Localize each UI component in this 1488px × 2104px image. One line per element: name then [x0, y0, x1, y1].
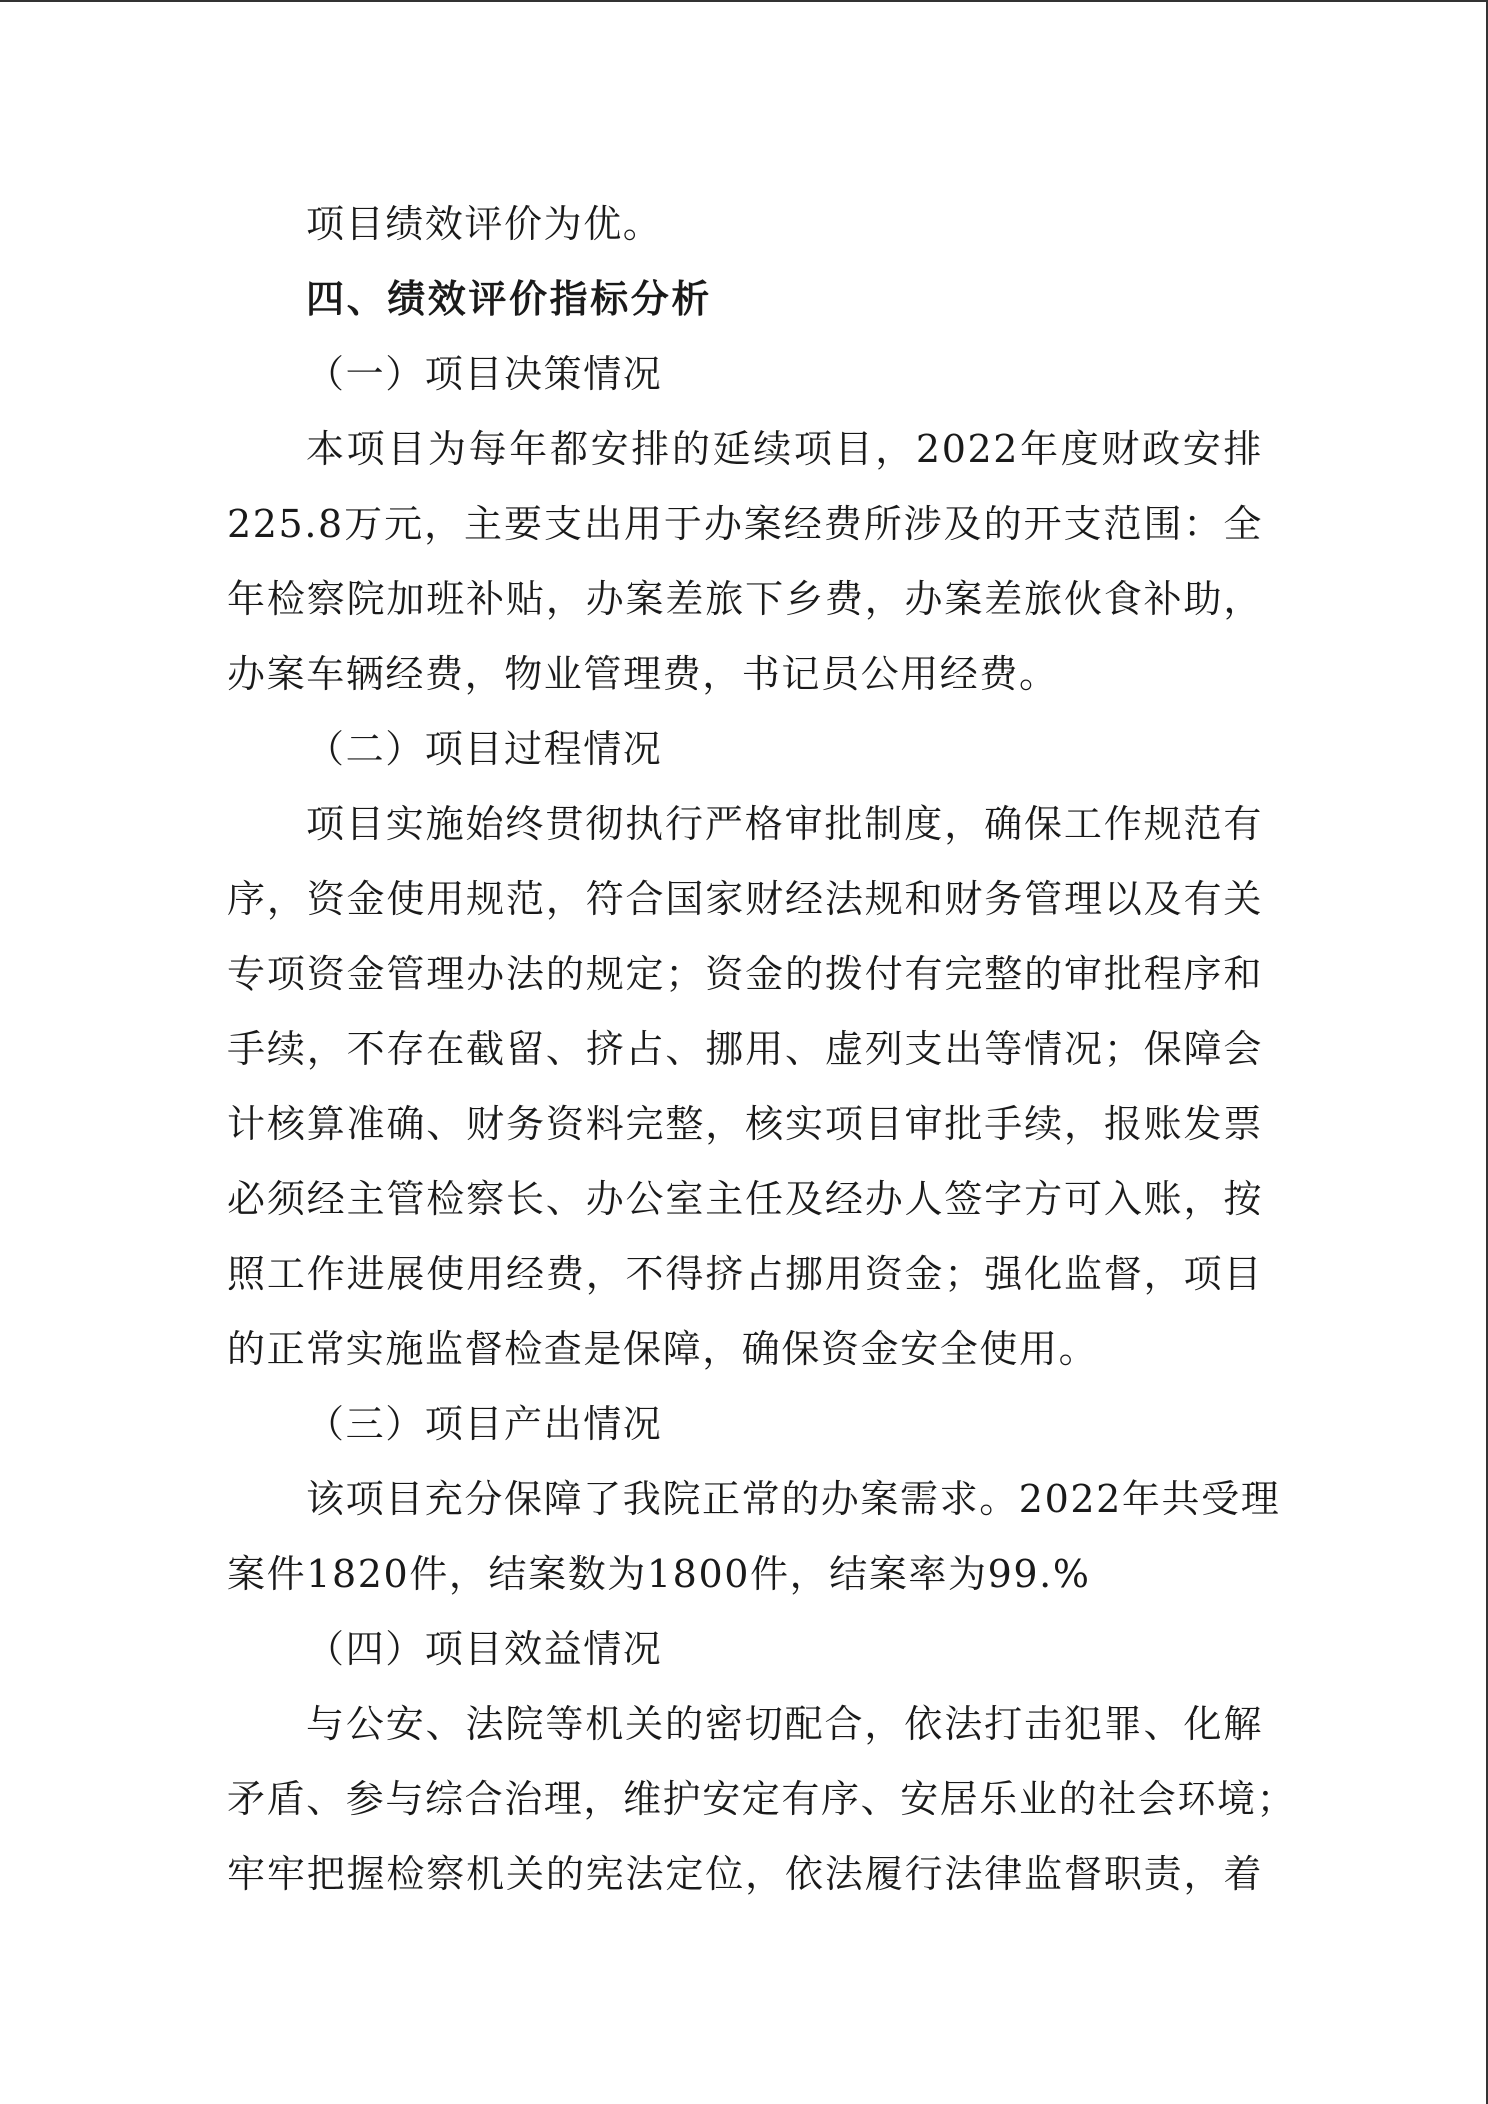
- subsection-heading: （三）项目产出情况: [306, 1402, 663, 1446]
- section-heading: 四、绩效评价指标分析: [306, 277, 713, 321]
- paragraph-line: 专项资金管理办法的规定；资金的拨付有完整的审批程序和: [227, 952, 1263, 996]
- document-body: [227, 187, 1297, 1912]
- paragraph-line: 案件1820件，结案数为1800件，结案率为99.%: [227, 1552, 1091, 1596]
- paragraph-line: 年检察院加班补贴，办案差旅下乡费，办案差旅伙食补助，: [227, 577, 1263, 621]
- paragraph-line: 矛盾、参与综合治理，维护安定有序、安居乐业的社会环境；: [227, 1777, 1297, 1821]
- paragraph-line: 序，资金使用规范，符合国家财经法规和财务管理以及有关: [227, 877, 1263, 921]
- subsection-heading: （一）项目决策情况: [306, 352, 663, 396]
- paragraph-line: 225.8万元，主要支出用于办案经费所涉及的开支范围：全: [227, 502, 1263, 546]
- paragraph-line: 必须经主管检察长、办公室主任及经办人签字方可入账，按: [227, 1177, 1263, 1221]
- paragraph-line: 项目绩效评价为优。: [306, 202, 663, 246]
- subsection-heading: （二）项目过程情况: [306, 727, 663, 771]
- paragraph-line: 本项目为每年都安排的延续项目，2022年度财政安排: [306, 427, 1263, 471]
- paragraph-line: 手续，不存在截留、挤占、挪用、虚列支出等情况；保障会: [227, 1027, 1263, 1071]
- paragraph-line: 牢牢把握检察机关的宪法定位，依法履行法律监督职责，着: [227, 1852, 1263, 1896]
- paragraph-line: 与公安、法院等机关的密切配合，依法打击犯罪、化解: [306, 1702, 1263, 1746]
- paragraph-line: 办案车辆经费，物业管理费，书记员公用经费。: [227, 652, 1059, 696]
- page-border-top: [0, 0, 1488, 2]
- subsection-heading: （四）项目效益情况: [306, 1627, 663, 1671]
- paragraph-line: 该项目充分保障了我院正常的办案需求。2022年共受理: [306, 1477, 1281, 1521]
- paragraph-line: 照工作进展使用经费，不得挤占挪用资金；强化监督，项目: [227, 1252, 1263, 1296]
- paragraph-line: 的正常实施监督检查是保障，确保资金安全使用。: [227, 1327, 1099, 1371]
- paragraph-line: 项目实施始终贯彻执行严格审批制度，确保工作规范有: [306, 802, 1263, 846]
- paragraph-line: 计核算准确、财务资料完整，核实项目审批手续，报账发票: [227, 1102, 1263, 1146]
